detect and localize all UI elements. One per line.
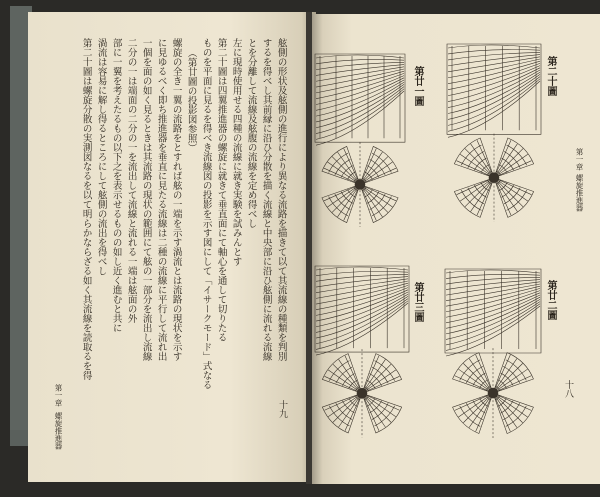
- right-page-number: 十八: [563, 380, 573, 398]
- text-line-1: 舷側の形状及舷側の進行により異なる流路を描きて以て其流線の種類を判別: [275, 38, 287, 361]
- text-line-9: に見ゆるべく即ち推進器を垂直に見たる流線は二種の流線に平行して流れ出: [155, 38, 167, 361]
- left-page-number: 十九: [277, 400, 287, 418]
- right-header-chapter: 第一章: [575, 148, 584, 171]
- figure-caption-21: 第廿一圖: [412, 66, 423, 106]
- figure-caption-20: 第二十圖: [545, 56, 556, 96]
- text-line-11: 二分の一は端面の二分の一を流出して流線と流れる一端は舷面の外: [125, 38, 137, 323]
- left-footer-title: 螺旋推進器: [54, 412, 63, 450]
- propeller-figure-20: [444, 40, 544, 255]
- propeller-figure-21: [312, 50, 408, 260]
- text-line-10: 一個を面の如く見るときは其流路の現状の範囲にて舷の一部分を流出し流線: [140, 38, 152, 361]
- propeller-figure-22: [442, 265, 544, 465]
- text-line-5: 第二十圖は四翼推進器の螺旋に就きて垂直面にて軸心を通して切りたる: [215, 38, 227, 342]
- propeller-figure-23: [312, 262, 412, 467]
- figure-caption-23: 第廿三圖: [412, 282, 423, 322]
- text-line-2: するを得べし其前縁に沿ひ分散を描く流線と中央部に沿ひ舷側に流れる流線: [260, 38, 272, 361]
- text-line-3: とを分離して流線及舷腹の流線を定め得べし: [245, 38, 257, 228]
- right-header-title: 螺旋推進器: [575, 174, 584, 212]
- left-footer-chapter: 第一章: [54, 384, 63, 407]
- text-line-8: 螺旋の全き一翼の流路をとすれば舷の一端を示す渦流とは流路の現状を示す: [170, 38, 182, 361]
- text-line-6: ものを平面に見るを得べき流線図の投影を示す図にして「イサークモード」式なる: [200, 38, 212, 390]
- figure-caption-22: 第廿二圖: [545, 280, 556, 320]
- text-line-4: 左に現時使用せる四種の流線に就き実験を試みんとす: [230, 38, 242, 266]
- text-line-7: （第廿圖の投影図参照）: [185, 48, 197, 153]
- text-line-13: 渦流は容易に解し得るところにして舷側の流出を得べし: [95, 38, 107, 276]
- text-line-12: 部に一翼を考えたるもの以下之を表示せるものの如し近く進むと共に: [110, 38, 122, 333]
- text-line-14: 第二十圖は螺旋分散の実測図なるを以て明らかならざる如く其流線を読取るを得: [80, 38, 92, 380]
